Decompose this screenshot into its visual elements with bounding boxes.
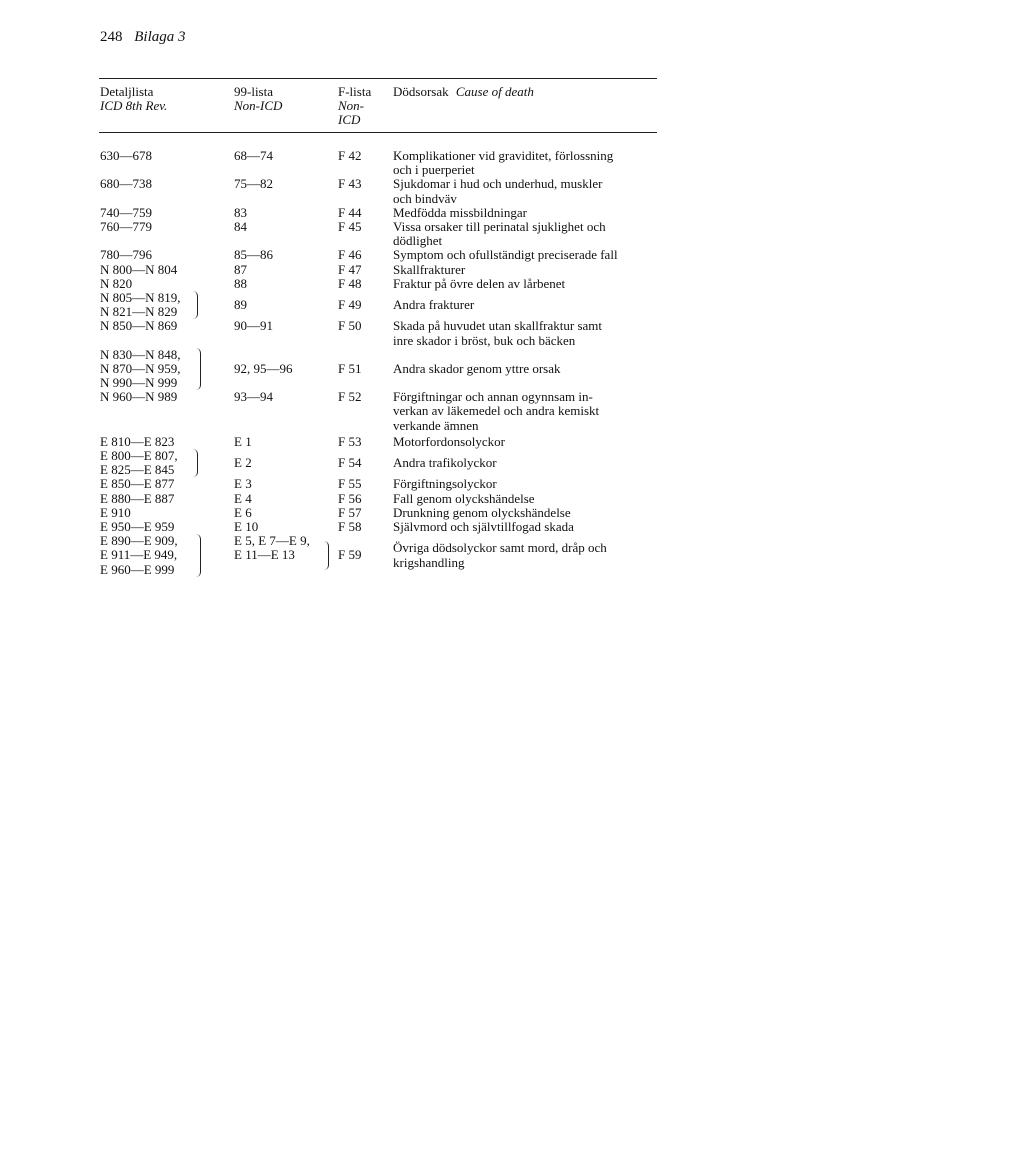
table-row [0,492,1024,506]
flist-cell: F 51 [338,360,362,376]
icd-code-cell [100,520,174,534]
cause-text: Andra trafikolyckor [393,455,497,471]
icd-code: E 880—E 887 [100,490,175,506]
list99-cell [234,477,252,491]
list99-code: 93—94 [234,389,273,405]
cause-text: och bindväv [393,190,457,206]
table-row [0,506,1024,520]
icd-code-cell [100,248,152,262]
list99-cell [234,206,247,220]
icd-code: E 950—E 959 [100,519,175,535]
list99-code: 84 [234,218,247,234]
list99-cell [234,319,273,333]
icd-code: E 810—E 823 [100,433,175,449]
cause-text: verkan av läkemedel och andra kemiskt [393,403,600,419]
icd-code-cell [100,449,178,477]
icd-code: 630—678 [100,148,152,163]
icd-code: 680—738 [100,176,152,192]
list99-cell [234,506,252,520]
column-header-99 [234,85,282,113]
icd-brace [194,534,201,577]
list99-code: E 5, E 7—E 9, [234,533,310,549]
section-title: Bilaga 3 [134,29,186,45]
flist-cell: F 45 [338,218,362,234]
icd-brace [191,291,198,319]
list99-code: 87 [234,261,247,277]
flist-cell: F 44 [338,204,362,220]
icd-code: N 821—N 829 [100,304,178,320]
list99-cell [234,220,247,234]
list99-cell [234,277,247,291]
icd-brace [194,348,201,391]
list99-cell [234,362,293,376]
column-header-icd-subtitle: ICD 8th Rev. [100,98,168,113]
icd-code-cell [100,506,131,520]
cause-text: inre skador i bröst, buk och bäcken [393,332,576,348]
cause-text: Drunkning genom olyckshändelse [393,504,571,520]
table-header-rule [99,132,657,133]
flist-cell: F 43 [338,176,362,192]
cause-cell [393,298,661,312]
table-row [0,177,1024,205]
cause-text: och i puerperiet [393,162,475,178]
flist-cell: F 53 [338,433,362,449]
page-number: 248 [100,29,123,45]
table-row [0,220,1024,248]
icd-code-cell [100,477,174,491]
list99-code: 90—91 [234,318,273,334]
table-row [0,477,1024,491]
cause-text: Motorfordonsolyckor [393,433,505,449]
flist-cell: F 42 [338,148,362,163]
table-body [0,149,1024,577]
cause-cell [393,362,661,376]
icd-code-cell [100,206,152,220]
icd-code: E 910 [100,504,131,520]
list99-code: 88 [234,275,247,291]
icd-brace [191,449,198,477]
icd-code-cell [100,177,152,191]
cause-cell [393,492,661,506]
list99-cell [234,263,247,277]
list99-cell [234,177,273,191]
cause-cell [393,520,661,534]
cause-text: Fall genom olyckshändelse [393,490,535,506]
icd-code: E 850—E 877 [100,476,175,492]
cause-text: verkande ämnen [393,417,479,433]
cause-cell [393,177,661,205]
icd-code: 780—796 [100,247,152,263]
icd-code-cell [100,435,174,449]
cause-cell [393,277,661,291]
flist-cell: F 49 [338,297,362,313]
cause-cell [393,541,661,569]
cause-cell [393,206,661,220]
cause-text: Förgiftningar och annan ogynnsam in- [393,389,593,405]
cause-cell [393,220,661,248]
table-row [0,449,1024,477]
list99-code: 89 [234,297,247,313]
cause-text: Självmord och självtillfogad skada [393,519,574,535]
table-row [0,149,1024,177]
icd-code: E 890—E 909, [100,533,178,549]
icd-code: E 911—E 949, [100,547,178,563]
icd-code-cell [100,277,132,291]
icd-code: E 825—E 845 [100,462,175,478]
column-header-f-title: F-lista [338,84,372,99]
flist-cell: F 58 [338,519,362,535]
list99-cell [234,390,273,404]
list99-code: 68—74 [234,148,273,163]
cause-cell [393,456,661,470]
column-header-cause [393,85,534,99]
column-header-f [338,85,371,127]
cause-text: Förgiftningsolyckor [393,476,497,492]
column-header-99-title: 99-lista [234,84,273,99]
list99-code: E 11—E 13 [234,547,295,563]
table-row [0,277,1024,291]
list99-brace [323,541,329,569]
table-row [0,520,1024,534]
cause-text: Sjukdomar i hud och underhud, muskler [393,176,603,192]
flist-cell: F 56 [338,490,362,506]
table-row [0,534,1024,577]
list99-cell [234,456,252,470]
table-row [0,348,1024,391]
column-header-icd-title: Detaljlista [100,84,154,99]
list99-code: 85—86 [234,247,273,263]
table-row [0,263,1024,277]
column-header-f-subtitle-1: Non- [338,98,364,113]
list99-code: 92, 95—96 [234,360,293,376]
cause-text: Andra skador genom yttre orsak [393,360,561,376]
column-header-icd [100,85,167,113]
list99-code: 83 [234,204,247,220]
cause-text: Andra frakturer [393,297,475,313]
list99-code: E 6 [234,504,252,520]
list99-cell [234,492,252,506]
cause-cell [393,263,661,277]
list99-code: E 2 [234,455,252,471]
cause-cell [393,506,661,520]
list99-cell [234,520,258,534]
cause-cell [393,248,661,262]
cause-text: Symptom och ofullständigt preciserade fall [393,247,618,263]
list99-code: E 10 [234,519,259,535]
table-row [0,248,1024,262]
icd-code: N 960—N 989 [100,389,178,405]
column-header-cause-sv: Dödsorsak [393,84,449,99]
list99-code: E 3 [234,476,252,492]
flist-cell: F 46 [338,247,362,263]
column-header-cause-en: Cause of death [455,84,534,99]
column-header-f-subtitle-2: ICD [338,112,361,127]
flist-cell: F 55 [338,476,362,492]
cause-text: Skada på huvudet utan skallfraktur samt [393,318,603,334]
cause-text: Medfödda missbildningar [393,204,527,220]
cause-cell [393,477,661,491]
table-row [0,390,1024,435]
icd-code: N 850—N 869 [100,318,178,334]
icd-code-cell [100,149,152,163]
icd-code-cell [100,492,174,506]
cause-cell [393,435,661,449]
icd-code-cell [100,220,152,234]
cause-text: Komplikationer vid graviditet, förlossning [393,148,614,163]
list99-code: E 1 [234,433,252,449]
cause-cell [393,390,661,433]
flist-cell: F 59 [338,547,362,563]
cause-cell [393,149,661,177]
cause-text: Fraktur på övre delen av lårbenet [393,275,566,291]
icd-code: E 800—E 807, [100,448,178,464]
icd-code: 760—779 [100,218,152,234]
icd-code-cell [100,263,177,277]
icd-code: N 870—N 959, [100,360,181,376]
icd-code: N 820 [100,275,133,291]
icd-code: N 805—N 819, [100,289,181,305]
icd-code-cell [100,390,177,404]
icd-code: E 960—E 999 [100,561,175,577]
cause-cell [393,319,661,347]
list99-cell [234,298,247,312]
flist-cell: F 52 [338,389,362,405]
table-row [0,435,1024,449]
flist-cell: F 47 [338,261,362,277]
icd-code: 740—759 [100,204,152,220]
list99-cell [234,435,252,449]
icd-code-cell [100,291,181,319]
cause-text: Vissa orsaker till perinatal sjuklighet och [393,218,606,234]
table-row [0,206,1024,220]
table-row [0,291,1024,319]
column-header-99-subtitle: Non-ICD [234,98,283,113]
cause-text: Skallfrakturer [393,261,466,277]
icd-code-cell [100,534,178,577]
icd-code: N 990—N 999 [100,375,178,391]
list99-cell [234,149,273,163]
list99-cell [234,534,310,562]
list99-code: E 4 [234,490,252,506]
cause-text: Övriga dödsolyckor samt mord, dråp och [393,540,607,556]
list99-code: 75—82 [234,176,273,192]
list99-cell [234,248,273,262]
flist-cell: F 54 [338,455,362,471]
icd-code-cell [100,348,181,391]
table-row [0,319,1024,347]
icd-code-cell [100,319,177,333]
flist-cell: F 57 [338,504,362,520]
icd-code: N 830—N 848, [100,346,181,362]
cause-text: dödlighet [393,233,443,249]
table-top-rule [99,78,657,79]
cause-text: krigshandling [393,554,465,570]
flist-cell: F 48 [338,275,362,291]
flist-cell: F 50 [338,318,362,334]
page-header [100,29,186,46]
icd-code: N 800—N 804 [100,261,178,277]
